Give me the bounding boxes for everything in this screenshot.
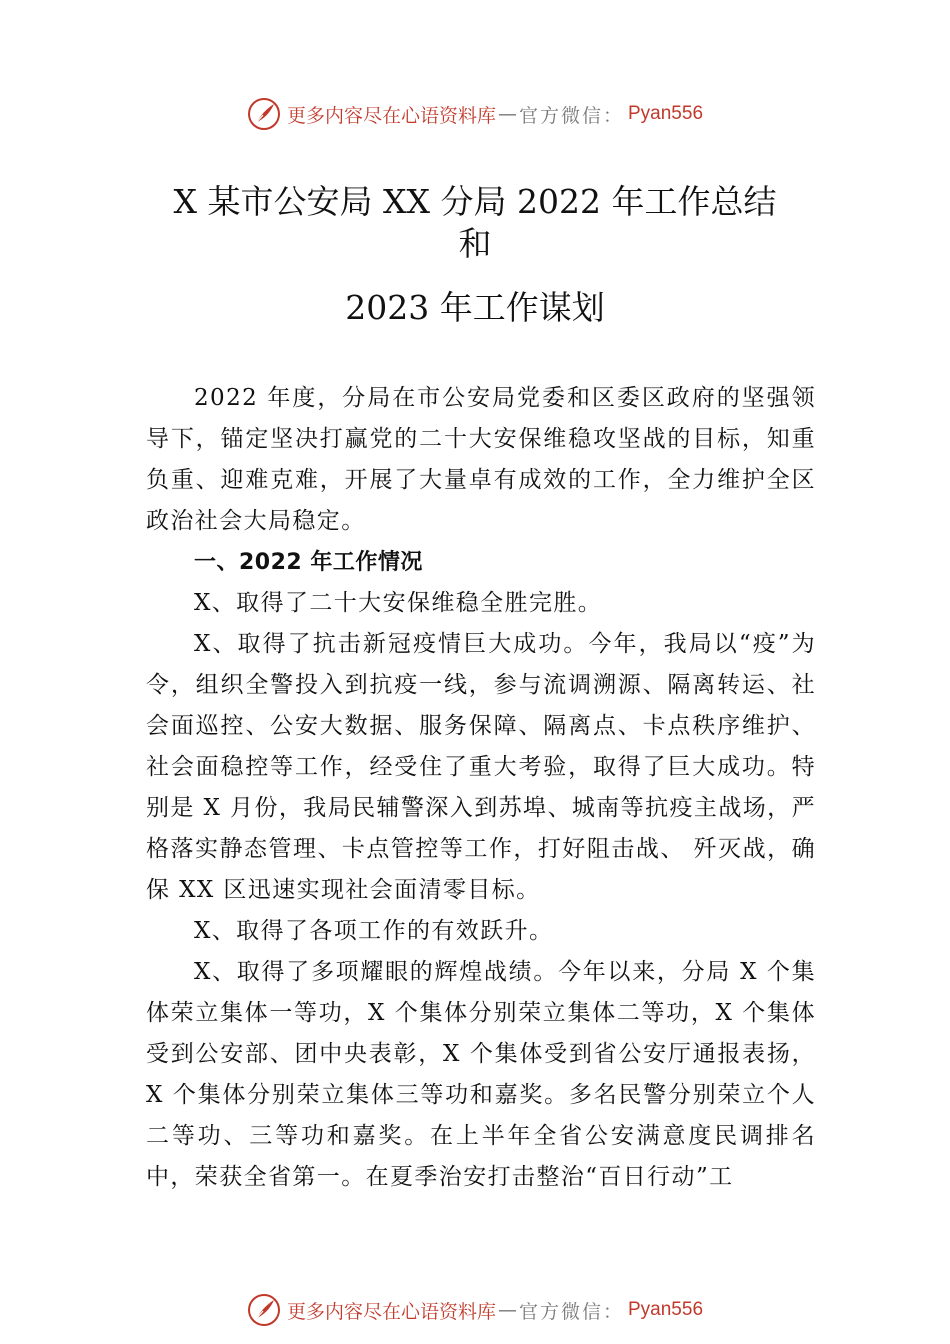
item-paragraph-2: X、取得了抗击新冠疫情巨大成功。今年，我局以“疫”为令，组织全警投入到抗疫一线，参与流调溯源、隔离转运、社会面巡控、公安大数据、服务保障、隔离点、卡点秩序维护、社会面稳控等工作，经受住了重大考验，取得了巨大成功。特别是 X 月份，我局民辅警深入到苏埠、城南等抗疫主战场，严格落实静态管理、卡点管控等工作，打好阻击战、 歼灭战，确保 XX 区迅速实现社会面清零目标。 — [146, 631, 816, 903]
footer-watermark — [0, 1290, 950, 1330]
item-paragraph-4: X、取得了多项耀眼的辉煌战绩。今年以来，分局 X 个集体荣立集体一等功，X 个集体分别荣立集体二等功，X 个集体受到公安部、团中央表彰，X 个集体受到省公安厅通报表扬， X 个集体分别荣立集体三等功和嘉奖。多名民警分别荣立个人二等功、三等功和嘉奖。在上半年全省公安满意度民调排名中，荣获全省第一。在夏季治安打击整治“百日行动”工 — [146, 959, 816, 1190]
document-body — [146, 378, 816, 1198]
item-paragraph-1: X、取得了二十大安保维稳全胜完胜。 — [194, 590, 603, 616]
watermark-wechat-label: 官方微信： — [518, 1300, 624, 1323]
watermark-brand: 更多内容尽在心语资料库 — [286, 104, 496, 127]
document-title-line1: X 某市公安局 XX 分局 2022 年工作总结 — [173, 182, 777, 221]
watermark-wechat-label: 官方微信： — [518, 104, 624, 127]
header-watermark — [0, 94, 950, 134]
section-heading-1: 一、2022 年工作情况 — [194, 550, 423, 575]
watermark-separator: — — [497, 1299, 517, 1321]
document-title-line2: 和 — [458, 224, 492, 263]
watermark-brand: 更多内容尽在心语资料库 — [286, 1300, 496, 1323]
feather-pen-icon — [247, 1293, 281, 1327]
item-paragraph-3: X、取得了各项工作的有效跃升。 — [194, 918, 554, 944]
watermark-separator: — — [497, 103, 517, 125]
feather-pen-icon — [247, 97, 281, 131]
intro-paragraph: 2022 年度，分局在市公安局党委和区委区政府的坚强领导下，锚定坚决打赢党的二十大安保维稳攻坚战的目标，知重负重、迎难克难，开展了大量卓有成效的工作，全力维护全区政治社会大局稳定。 — [146, 385, 816, 534]
watermark-wechat-id: Pyan556 — [628, 1299, 704, 1320]
watermark-wechat-id: Pyan556 — [628, 103, 704, 124]
document-title-line3: 2023 年工作谋划 — [345, 288, 605, 327]
